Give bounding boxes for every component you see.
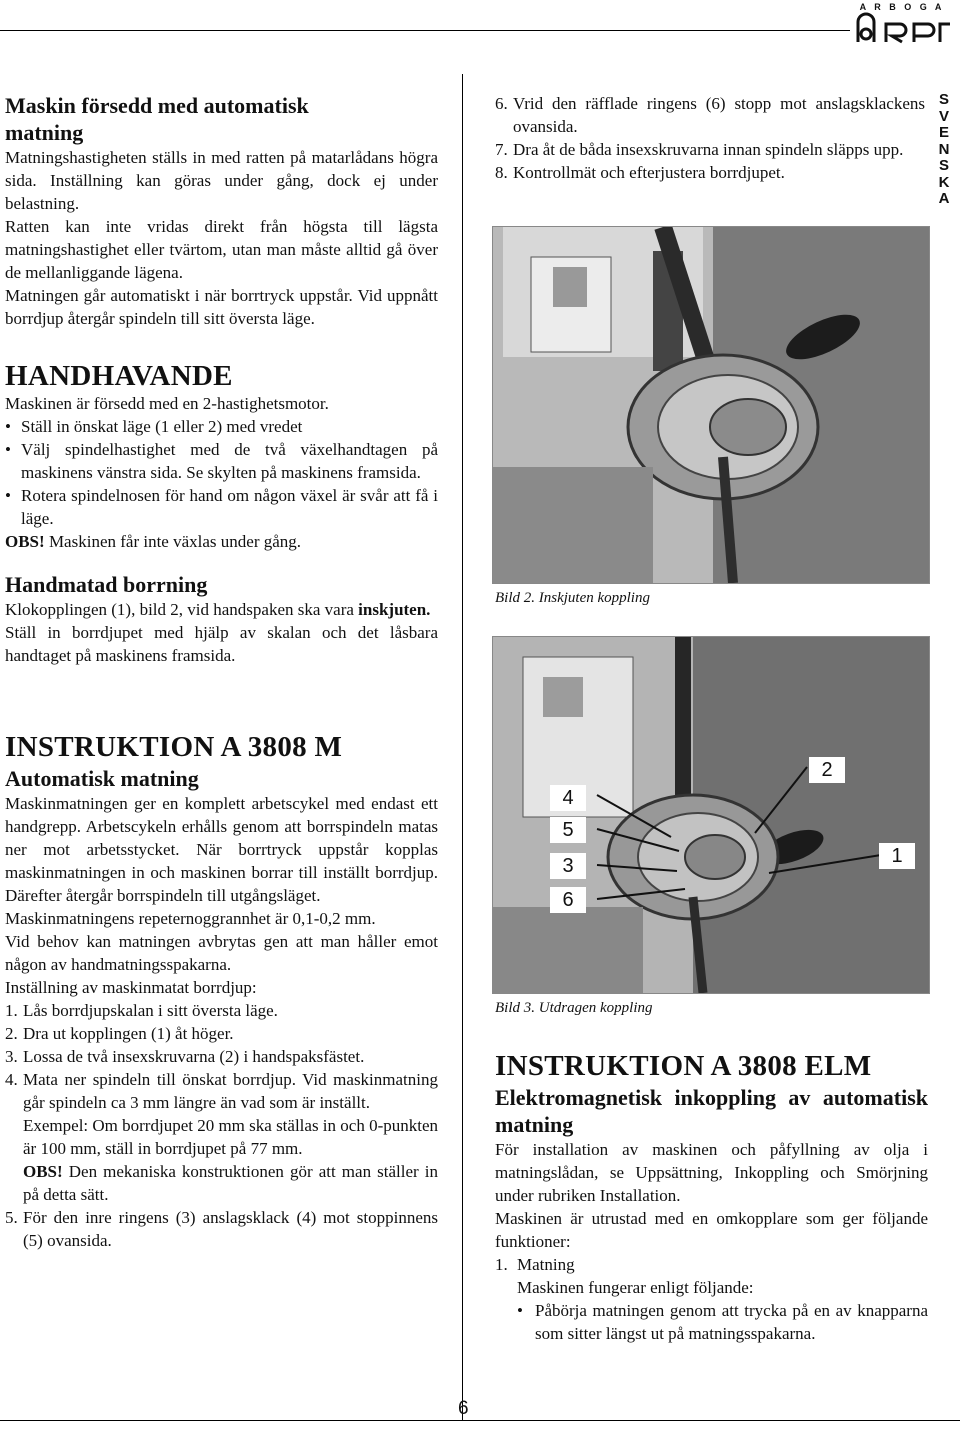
handhavande-title: HANDHAVANDE [5,360,233,392]
language-tab-text: SVENSKA [938,91,950,207]
step-4-text: Mata ner spindeln till önskat borrdjup. Vid maskinmatning går spindeln ca 3 mm längre än vad som är inställt. [23,1070,438,1112]
step-1 [5,999,438,1022]
step-6 [495,92,925,138]
brand-logo [848,2,956,48]
step-5-text: För den inre ringens (3) anslagsklack (4) mot stoppinnens (5) ovansida. [23,1208,438,1250]
elm-section [495,1050,928,1345]
step-2-text: Dra ut kopplingen (1) åt höger. [23,1024,234,1043]
footer-rule [0,1420,960,1421]
brand-name: A R B O G A [859,2,945,12]
step-1-number: 1. [5,1001,18,1020]
step-7 [495,138,925,161]
obs-line [5,530,438,553]
elm-bullet: • Påbörja matningen genom att trycka på en av knapparna som sitter längst ut på matningsspakarna. [517,1299,928,1345]
step-8 [495,161,925,184]
step-4 [5,1068,438,1114]
elm-p1: För installation av maskinen och påfyllning av olja i matningslådan, se Uppsättning, Inkoppling och Smörjning under rubriken Installation. [495,1140,928,1205]
step-2 [5,1022,438,1045]
instr-p3: Vid behov kan matningen avbrytas gen att man håller emot någon av handmatningsspakarna. [5,932,438,974]
caption-bild-2: Bild 2. Inskjuten koppling [495,590,650,606]
step-2-number: 2. [5,1024,18,1043]
obs-label: OBS! [5,532,45,551]
step-3 [5,1045,438,1068]
manual-p2: Ställ in borrdjupet med hjälp av skalan och det låsbara handtaget på maskinens framsida. [5,623,438,665]
callout-6: 6 [550,887,586,913]
instr-subtitle: Automatisk matning [5,766,199,791]
obs2-label: OBS! [23,1162,63,1181]
step-4-number: 4. [5,1070,18,1089]
elm-title: INSTRUKTION A 3808 ELM [495,1050,872,1082]
obs2-line [5,1160,438,1206]
example-text: Exempel: Om borrdjupet 20 mm ska ställas in och 0-punkten är 100 mm, ställ in borrdjupet på 77 mm. [23,1116,439,1158]
right-steps [495,92,925,184]
caption-bild-3: Bild 3. Utdragen koppling [495,1000,653,1016]
manual-p1 [5,598,438,621]
auto-title: Maskin försedd med automatisk matning [5,93,309,145]
manual-p1-bold: inskjuten. [358,600,431,619]
step-1-text: Lås borrdjupskalan i sitt översta läge. [23,1001,278,1020]
step-6-number: 6. [495,94,508,113]
manual-title: Handmatad borrning [5,572,208,597]
photo-bild-3 [492,636,930,994]
callout-2: 2 [809,757,845,783]
instr-p1: Maskinmatningen ger en komplett arbetscykel med endast ett handgrepp. Arbetscykeln erhålls genom att borrspindeln matas ner mot arbetsstycket. När borrtryck uppstår kopplas maskinmatningen in och maskinen borrar till inställt borrdjup. Därefter återgår borrspindeln till utgångsläget. [5,794,438,905]
elm-item-text: Matning [517,1255,575,1274]
elm-item-number: 1. [495,1255,508,1274]
instr-p4: Inställning av maskinmatat borrdjup: [5,978,257,997]
manual-p1-text: Klokopplingen (1), bild 2, vid handspaken ska vara [5,600,359,619]
elm-p2: Maskinen är utrustad med en omkopplare som ger följande funktioner: [495,1209,928,1251]
step-3-number: 3. [5,1047,18,1066]
step-5-number: 5. [5,1208,18,1227]
obs2-text: Den mekaniska konstruktionen gör att man ställer in på detta sätt. [23,1162,438,1204]
photo-bild-2 [492,226,930,584]
obs-text: Maskinen får inte växlas under gång. [44,532,302,551]
drill-clutch-detail-illustration [493,637,929,993]
hand-bullet-1: • Ställ in önskat läge (1 eller 2) med vredet [5,415,438,438]
instr-title: INSTRUKTION A 3808 M [5,731,343,763]
arboga-logo-icon [848,12,956,46]
auto-p2: Ratten kan inte vridas direkt från högsta till lägsta matningshastighet eller tvärtom, utan man måste alltid gå över de mellanliggande lägena. [5,217,438,282]
elm-subtitle: Elektromagnetisk inkoppling av automatisk matning [495,1085,928,1137]
header-rule [0,30,850,31]
hand-p1: Maskinen är försedd med en 2-hastighetsmotor. [5,394,329,413]
step-8-text: Kontrollmät och efterjustera borrdjupet. [513,163,785,182]
hand-bullet-2: • Välj spindelhastighet med de två växelhandtagen på maskinens vänstra sida. Se skylten på maskinens framsida. [5,438,438,484]
column-divider [462,74,463,1420]
callout-1: 1 [879,843,915,869]
language-tab [933,92,955,208]
auto-p3: Matningen går automatiskt i när borrtryck uppstår. Vid uppnått borrdjup återgår spindeln till sitt översta läge. [5,286,438,328]
left-column [5,92,438,1252]
callout-5: 5 [550,817,586,843]
hand-bullet-3: • Rotera spindelnosen för hand om någon växel är svår att få i läge. [5,484,438,530]
auto-p1: Matningshastigheten ställs in med ratten på matarlådans högra sida. Inställning kan göras under gång, dock ej under belastning. [5,148,438,213]
page-number: 6 [458,1398,469,1419]
step-3-text: Lossa de två insexskruvarna (2) i handspaksfästet. [23,1047,365,1066]
step-7-number: 7. [495,140,508,159]
step-7-text: Dra åt de båda insexskruvarna innan spindeln släpps upp. [513,140,904,159]
instr-p2: Maskinmatningens repeternoggrannhet är 0,1-0,2 mm. [5,909,376,928]
elm-item-desc: Maskinen fungerar enligt följande: [517,1278,754,1297]
callout-4: 4 [550,785,586,811]
elm-item-1 [495,1253,928,1276]
callout-3: 3 [550,853,586,879]
drill-clutch-illustration [493,227,929,583]
step-6-text: Vrid den räfflade ringens (6) stopp mot anslagsklackens ovansida. [513,94,925,136]
step-8-number: 8. [495,163,508,182]
step-5 [5,1206,438,1252]
